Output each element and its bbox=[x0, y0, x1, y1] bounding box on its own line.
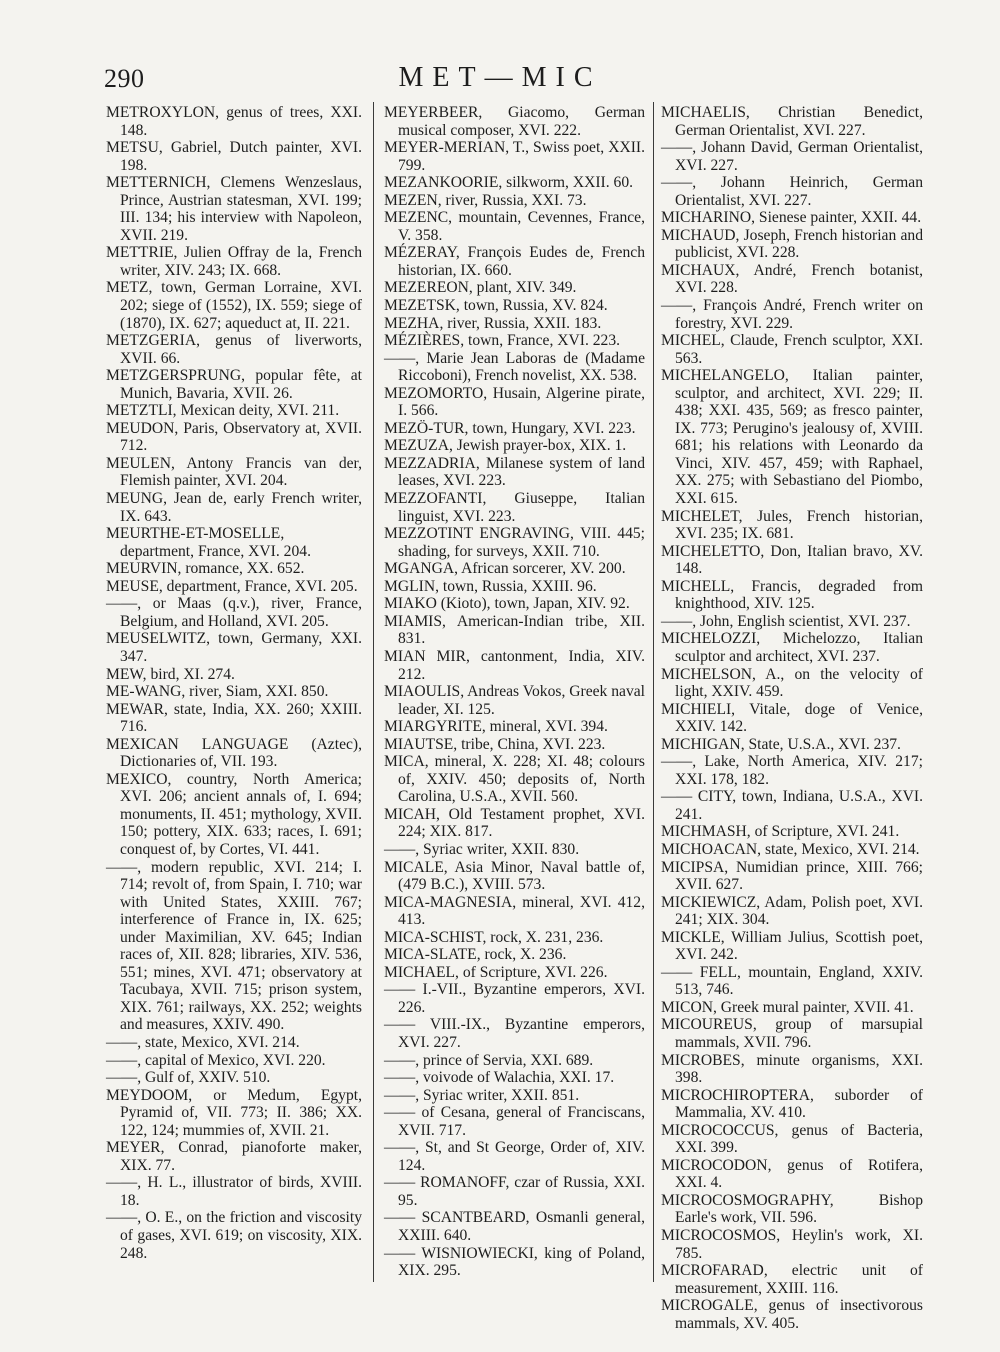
index-entry: MICHIELI, Vitale, doge of Venice, XXIV. 142. bbox=[661, 700, 923, 736]
index-entry: MEZEN, river, Russia, XXI. 73. bbox=[384, 191, 587, 209]
index-entry: MEZOMORTO, Husain, Algerine pirate, I. 566. bbox=[384, 384, 645, 420]
page-number: 290 bbox=[104, 64, 145, 93]
index-entry: MEYDOOM, or Medum, Egypt, Pyramid of, VII. 773; II. 386; XX. 122, 124; mummies of, XVII. 21. bbox=[106, 1086, 362, 1139]
index-entry: MÉZIÈRES, town, France, XVI. 223. bbox=[384, 332, 621, 350]
index-column-2 bbox=[384, 104, 645, 1280]
index-entry: MICHELET, Jules, French historian, XVI. 235; IX. 681. bbox=[661, 507, 923, 543]
index-entry: —— FELL, mountain, England, XXIV. 513, 746. bbox=[661, 963, 923, 999]
index-entry: MEZÖ-TUR, town, Hungary, XVI. 223. bbox=[384, 419, 636, 437]
index-entry: MICHARINO, Sienese painter, XXII. 44. bbox=[661, 209, 922, 227]
index-entry: METZGERSPRUNG, popular fête, at Munich, Bavaria, XVII. 26. bbox=[106, 367, 362, 402]
index-entry: MEUSE, department, France, XVI. 205. bbox=[106, 577, 358, 595]
index-entry: MICAH, Old Testament prophet, XVI. 224; XIX. 817. bbox=[384, 805, 645, 841]
index-entry: —— CITY, town, Indiana, U.S.A., XVI. 241. bbox=[661, 788, 923, 823]
index-entry: MEYERBEER, Giacomo, German musical composer, XVI. 222. bbox=[384, 104, 645, 139]
index-entry: MICHAEL, of Scripture, XVI. 226. bbox=[384, 963, 608, 981]
index-entry: ——, prince of Servia, XXI. 689. bbox=[384, 1051, 594, 1069]
index-entry: MEURVIN, romance, XX. 652. bbox=[106, 560, 305, 578]
index-entry: MEZENC, mountain, Cevennes, France, V. 358. bbox=[384, 209, 645, 244]
index-entry: ——, or Maas (q.v.), river, France, Belgium, and Holland, XVI. 205. bbox=[106, 595, 362, 630]
index-entry: MEZZOTINT ENGRAVING, VIII. 445; shading, for surveys, XXII. 710. bbox=[384, 525, 645, 560]
index-entry: ——, state, Mexico, XVI. 214. bbox=[106, 1033, 300, 1051]
index-entry: MEYER, Conrad, pianoforte maker, XIX. 77. bbox=[106, 1139, 362, 1174]
index-entry: MICROCOCCUS, genus of Bacteria, XXI. 399. bbox=[661, 1121, 923, 1157]
index-column-3 bbox=[661, 104, 923, 1332]
index-entry: METZTLI, Mexican deity, XVI. 211. bbox=[106, 402, 340, 420]
index-entry: METTRIE, Julien Offray de la, French writer, XIV. 243; IX. 668. bbox=[106, 244, 362, 279]
index-entry: MEUDON, Paris, Observatory at, XVII. 712. bbox=[106, 419, 362, 455]
index-entry: ——, Johann Heinrich, German Orientalist, XVI. 227. bbox=[661, 174, 923, 209]
index-entry: MEWAR, state, India, XX. 260; XXIII. 716. bbox=[106, 700, 362, 736]
index-entry: MEZZOFANTI, Giuseppe, Italian linguist, XVI. 223. bbox=[384, 490, 645, 525]
index-entry: METROXYLON, genus of trees, XXI. 148. bbox=[106, 104, 362, 139]
index-column-1 bbox=[106, 104, 362, 1262]
index-entry: —— ROMANOFF, czar of Russia, XXI. 95. bbox=[384, 1174, 645, 1209]
index-entry: MICA-SLATE, rock, X. 236. bbox=[384, 946, 567, 964]
index-entry: MIAUTSE, tribe, China, XVI. 223. bbox=[384, 735, 606, 753]
index-entry: MICROCHIROPTERA, suborder of Mammalia, XV. 410. bbox=[661, 1086, 923, 1122]
index-entry: MEZANKOORIE, silkworm, XXII. 60. bbox=[384, 174, 634, 192]
index-entry: MGLIN, town, Russia, XXIII. 96. bbox=[384, 577, 597, 595]
index-entry: —— I.-VII., Byzantine emperors, XVI. 226. bbox=[384, 981, 645, 1016]
column-rule bbox=[373, 102, 374, 1282]
index-entry: MICHAUX, André, French botanist, XVI. 228. bbox=[661, 261, 923, 297]
index-entry: MICROCOSMOGRAPHY, Bishop Earle's work, VII. 596. bbox=[661, 1191, 923, 1227]
index-entry: MEZZADRIA, Milanese system of land leases, XVI. 223. bbox=[384, 454, 645, 490]
index-entry: MICROBES, minute organisms, XXI. 398. bbox=[661, 1051, 923, 1087]
index-entry: ——, François André, French writer on forestry, XVI. 229. bbox=[661, 297, 923, 332]
index-entry: MICROCOSMOS, Heylin's work, XI. 785. bbox=[661, 1227, 923, 1262]
index-entry: METZGERIA, genus of liverworts, XVII. 66. bbox=[106, 332, 362, 367]
index-entry: MICROGALE, genus of insectivorous mammals, XV. 405. bbox=[661, 1297, 923, 1332]
index-entry: MICHELETTO, Don, Italian bravo, XV. 148. bbox=[661, 542, 923, 578]
index-entry: MEUNG, Jean de, early French writer, IX. 643. bbox=[106, 490, 362, 525]
index-entry: ME-WANG, river, Siam, XXI. 850. bbox=[106, 683, 329, 701]
index-entry: ——, St, and St George, Order of, XIV. 124. bbox=[384, 1139, 645, 1174]
index-entry: MICHAELIS, Christian Benedict, German Orientalist, XVI. 227. bbox=[661, 104, 923, 139]
running-head: MET—MIC bbox=[398, 62, 602, 93]
index-entry: MICROCODON, genus of Rotifera, XXI. 4. bbox=[661, 1156, 923, 1192]
index-entry: MEZUZA, Jewish prayer-box, XIX. 1. bbox=[384, 437, 627, 455]
index-entry: —— SCANTBEARD, Osmanli general, XXIII. 640. bbox=[384, 1209, 645, 1244]
index-entry: MEULEN, Antony Francis van der, Flemish painter, XVI. 204. bbox=[106, 454, 362, 490]
index-entry: MEUSELWITZ, town, Germany, XXI. 347. bbox=[106, 630, 362, 665]
index-entry: MICKIEWICZ, Adam, Polish poet, XVI. 241; XIX. 304. bbox=[661, 893, 923, 929]
index-entry: MIAKO (Kioto), town, Japan, XIV. 92. bbox=[384, 595, 630, 613]
index-entry: MICON, Greek mural painter, XVII. 41. bbox=[661, 998, 914, 1016]
index-entry: MICHOACAN, state, Mexico, XVI. 214. bbox=[661, 840, 920, 858]
index-entry: METTERNICH, Clemens Wenzeslaus, Prince, Austrian statesman, XVI. 199; III. 134; his interview with Napoleon, XVII. 219. bbox=[106, 174, 362, 244]
index-entry: MICHELANGELO, Italian painter, sculptor, and architect, XVI. 229; II. 438; XXI. 435, 569; as fresco painter, IX. 773; Perugino's jealousy of, XVIII. 681; his relations with Leonardo da Vinci, XIV. 457, 459; with Raphael, XX. 275; with Sebastiano del Piombo, XXI. 615. bbox=[661, 367, 923, 508]
index-entry: ——, modern republic, XVI. 214; I. 714; revolt of, from Spain, I. 710; war with United States, XXIII. 767; interference of France in, IX. 625; under Maximilian, XV. 645; Indian races of, XII. 828; libraries, XIV. 536, 551; mines, XVI. 471; observatory at Tacubaya, XVII. 715; prison system, XIX. 761; railways, XX. 252; weights and measures, XXIV. 490. bbox=[106, 858, 362, 1034]
index-entry: —— WISNIOWIECKI, king of Poland, XIX. 295. bbox=[384, 1244, 645, 1280]
index-entry: ——, Gulf of, XXIV. 510. bbox=[106, 1069, 271, 1087]
index-entry: MICHELSON, A., on the velocity of light, XXIV. 459. bbox=[661, 665, 923, 701]
index-entry: ——, O. E., on the friction and viscosity of gases, XVI. 619; on viscosity, XIX. 248. bbox=[106, 1209, 362, 1262]
index-entry: ——, capital of Mexico, XVI. 220. bbox=[106, 1051, 326, 1069]
index-entry: ——, H. L., illustrator of birds, XVIII. 18. bbox=[106, 1174, 362, 1209]
index-entry: ——, Johann David, German Orientalist, XVI. 227. bbox=[661, 139, 923, 174]
index-entry: MGANGA, African sorcerer, XV. 200. bbox=[384, 560, 626, 578]
index-entry: MIAOULIS, Andreas Vokos, Greek naval leader, XI. 125. bbox=[384, 683, 646, 718]
index-entry: MICKLE, William Julius, Scottish poet, XVI. 242. bbox=[661, 928, 923, 964]
index-entry: MICHIGAN, State, U.S.A., XVI. 237. bbox=[661, 735, 901, 753]
index-entry: MEURTHE-ET-MOSELLE, department, France, XVI. 204. bbox=[106, 525, 311, 560]
index-entry: MIARGYRITE, mineral, XVI. 394. bbox=[384, 718, 608, 736]
index-entry: MICHEL, Claude, French sculptor, XXI. 563. bbox=[661, 332, 923, 367]
index-entry: MEZETSK, town, Russia, XV. 824. bbox=[384, 297, 608, 315]
index-entry: MICOUREUS, group of marsupial mammals, XVII. 796. bbox=[661, 1016, 923, 1051]
index-entry: MICHELOZZI, Michelozzo, Italian sculptor and architect, XVI. 237. bbox=[661, 630, 923, 665]
index-entry: ——, Marie Jean Laboras de (Madame Riccoboni), French novelist, XX. 538. bbox=[384, 349, 645, 385]
index-entry: MICA-MAGNESIA, mineral, XVI. 412, 413. bbox=[384, 893, 645, 929]
index-entry: MICHMASH, of Scripture, XVI. 241. bbox=[661, 823, 900, 841]
index-entry: MÉZERAY, François Eudes de, French historian, IX. 660. bbox=[384, 244, 645, 279]
index-entry: MEYER-MERIAN, T., Swiss poet, XXII. 799. bbox=[384, 139, 645, 174]
index-entry: —— of Cesana, general of Franciscans, XVII. 717. bbox=[384, 1104, 645, 1139]
index-entry: MICA-SCHIST, rock, X. 231, 236. bbox=[384, 928, 604, 946]
index-entry: MICA, mineral, X. 228; XI. 48; colours of, XXIV. 450; deposits of, North Carolina, U.S.A., XVII. 560. bbox=[384, 753, 645, 806]
index-entry: MEZEREON, plant, XIV. 349. bbox=[384, 279, 577, 297]
index-entry: MICIPSA, Numidian prince, XIII. 766; XVII. 627. bbox=[661, 858, 923, 894]
index-entry: MICROFARAD, electric unit of measurement, XXIII. 116. bbox=[661, 1262, 923, 1297]
index-entry: METSU, Gabriel, Dutch painter, XVI. 198. bbox=[106, 139, 362, 174]
index-entry: MEZHA, river, Russia, XXII. 183. bbox=[384, 314, 602, 332]
index-entry: ——, Syriac writer, XXII. 830. bbox=[384, 840, 580, 858]
index-entry: MICALE, Asia Minor, Naval battle of, (479 B.C.), XVIII. 573. bbox=[384, 858, 645, 894]
index-entry: MEXICO, country, North America; XVI. 206; ancient annals of, I. 694; monuments, II. 451; mythology, XVII. 150; pottery, XIX. 633; races, I. 691; conquest of, by Cortes, VI. 441. bbox=[106, 770, 362, 858]
index-entry: ——, voivode of Walachia, XXI. 17. bbox=[384, 1069, 615, 1087]
index-entry: —— VIII.-IX., Byzantine emperors, XVI. 227. bbox=[384, 1016, 645, 1051]
index-entry: MIAMIS, American-Indian tribe, XII. 831. bbox=[384, 612, 645, 648]
index-entry: MIAN MIR, cantonment, India, XIV. 212. bbox=[384, 647, 645, 683]
index-entry: ——, Lake, North America, XIV. 217; XXI. 178, 182. bbox=[661, 753, 923, 788]
index-entry: METZ, town, German Lorraine, XVI. 202; siege of (1552), IX. 559; siege of (1870), IX. 627; aqueduct at, II. 221. bbox=[106, 279, 362, 332]
index-entry: MICHAUD, Joseph, French historian and publicist, XVI. 228. bbox=[661, 226, 923, 262]
index-entry: ——, John, English scientist, XVI. 237. bbox=[661, 612, 911, 630]
index-entry: ——, Syriac writer, XXII. 851. bbox=[384, 1086, 580, 1104]
index-entry: MEW, bird, XI. 274. bbox=[106, 665, 235, 683]
index-entry: MICHELL, Francis, degraded from knighthood, XIV. 125. bbox=[661, 577, 923, 613]
column-rule bbox=[653, 102, 654, 1282]
index-entry: MEXICAN LANGUAGE (Aztec), Dictionaries of, VII. 193. bbox=[106, 735, 362, 771]
